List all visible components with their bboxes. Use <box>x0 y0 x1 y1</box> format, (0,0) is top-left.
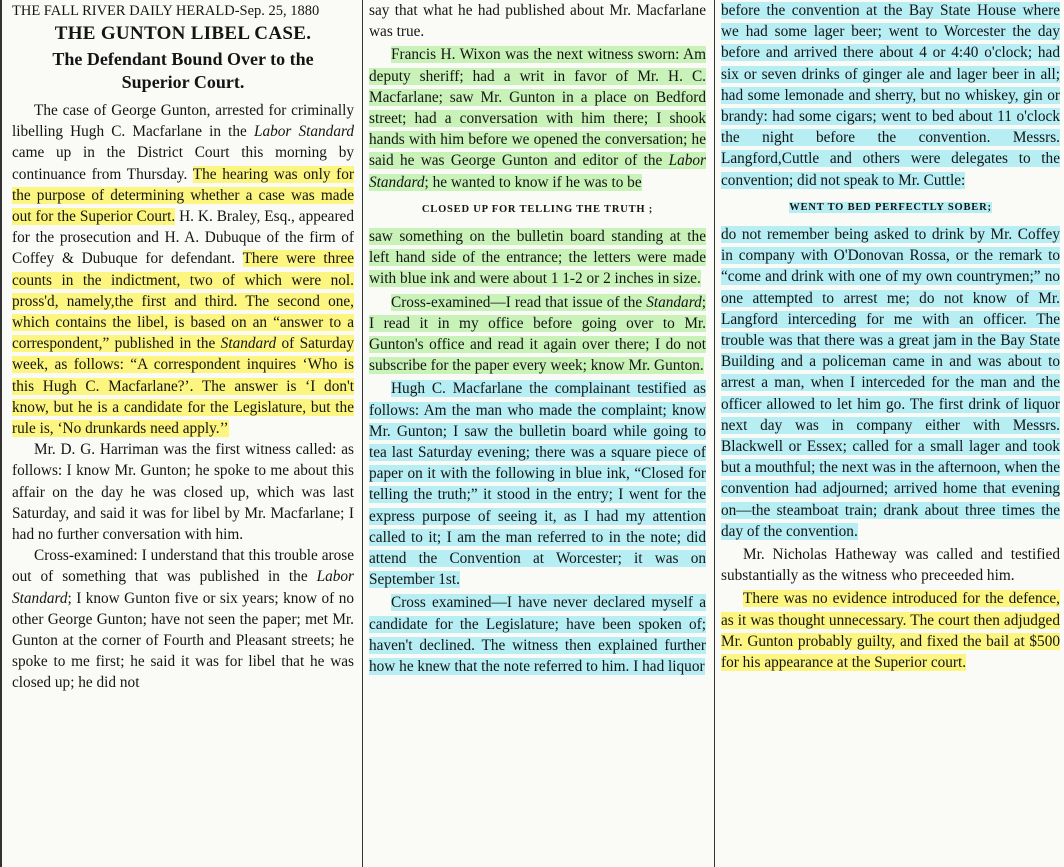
paragraph-continuation: say that what he had published about Mr. Macfarlane was true. <box>369 2 706 41</box>
text-run-italic: Labor Standard <box>369 152 706 191</box>
column-2 <box>362 0 714 867</box>
paragraph-cross-examined-macfarlane <box>369 592 706 677</box>
highlighted-text: saw something on the bulletin board standing at the left hand side of the entrance; the letters were made with blue ink and were about 1 1-2 or 2 inches in size. <box>369 228 706 288</box>
text-run: The case of George Gunton, arrested for criminally libelling Hugh C. Macfarlane in the <box>12 102 354 141</box>
text-run-italic: Labor Standard <box>12 568 354 607</box>
paragraph-macfarlane <box>369 378 706 590</box>
column-1 <box>0 0 360 867</box>
text-run: There were three counts in the indictment, two of which were nol. pross'd, namely,the first and third. The second one, which contains the libel, is based on an “answer to a correspondent,” published in the <box>12 250 354 353</box>
paragraph-wixon <box>369 44 706 192</box>
text-run-italic: Labor Standard <box>253 123 355 141</box>
paragraph-sober <box>721 224 1060 542</box>
highlighted-text <box>369 294 706 375</box>
highlighted-text: Cross examined—I have never declared myself a candidate for the Legislature; have been spoken of; haven't declined. The witness then explained further how he knew that the note referred to him. I had liquor <box>369 594 706 676</box>
paragraph-convention <box>721 0 1060 191</box>
paragraph-cross-examined-wixon <box>369 292 706 377</box>
text-run-italic: Standard <box>220 335 277 353</box>
text-run: ; he wanted to know if he was to be <box>424 173 642 191</box>
column-3 <box>714 0 1064 867</box>
subheadline: The Defendant Bound Over to the Superior Court. <box>52 49 314 92</box>
dateline: THE FALL RIVER DAILY HERALD-Sep. 25, 1880 <box>12 3 320 19</box>
highlighted-text: There was no evidence introduced for the defence, as it was thought unnecessary. The court then adjudged Mr. Gunton probably guilty, and fixed the bail at $500 for his appearance at the Superior court. <box>721 590 1060 672</box>
section-subheading <box>721 197 1060 218</box>
text-run: H. K. Braley, Esq., appeared for the prosecution and H. A. Dubuque of the firm of Coffey & Dubuque for defendant. <box>12 208 354 268</box>
paragraph-bulletin-board <box>369 226 706 290</box>
text-run: of Saturday week, as follows: “A correspondent inquires ‘Who is this Hugh C. Macfarlane?’. The answer is ‘I don't know, but he is a candidate for the Legislature, but the rule is, ‘No drunkards need apply.’’ <box>12 335 354 438</box>
paragraph-harriman: Mr. D. G. Harriman was the first witness called: as follows: I know Mr. Gunton; he spoke to me about this affair on the day he was closed up, which was last Saturday, and said it was for libel by Mr. Macfarlane; I had no further conversation with him. <box>12 441 354 544</box>
highlighted-text: before the convention at the Bay State House where we had some lager beer; went to Worcester the day before and arrived there about 4 or 4:40 o'clock; had six or seven drinks of ginger ale and lager beer in all; had some lemonade and sherry, but no whiskey, gin or brandy: had some cigars; went to bed about 11 o'clock the night before the convention. Messrs. Langford,Cuttle and others were delegates to the convention; did not speak to Mr. Cuttle: <box>721 2 1060 189</box>
highlighted-text <box>369 46 706 190</box>
text-run: Francis H. Wixon was the next witness sworn: Am deputy sheriff; had a writ in favor of Mr. H. C. Macfarlane; saw Mr. Gunton in a place on Bedford street; had a conversation with him there; I shook hands with him before we opened the conversation; he said he was George Gunton and editor of the <box>369 46 706 170</box>
highlighted-text: WENT TO BED PERFECTLY SOBER; <box>789 201 992 213</box>
paragraph-hatheway: Mr. Nicholas Hatheway was called and testified substantially as the witness who preceeded him. <box>721 546 1060 585</box>
text-run: Cross-examined—I read that issue of the <box>391 293 647 311</box>
text-run: came up in the District Court this morning by continuance from Thursday. <box>12 144 354 183</box>
headline: THE GUNTON LIBEL CASE. <box>54 23 312 44</box>
paragraph-verdict <box>721 588 1060 673</box>
text-run: ; I read it in my office before going over to Mr. Gunton's office and read it again over there; I do not subscribe for the paper every week; know Mr. Gunton. <box>369 293 706 375</box>
highlighted-text <box>12 250 354 437</box>
highlighted-text: Hugh C. Macfarlane the complainant testified as follows: Am the man who made the complaint; know Mr. Gunton; I saw the bulletin board while going to tea last Saturday evening; there was a square piece of paper on it with the following in blue ink, “Closed for telling the truth;” it stood in the entry; I went for the express purpose of seeing it, as I had my attention called to it; I am the man referred to in the note; did attend the Convention at Worcester; it was on September 1st. <box>369 380 706 589</box>
paragraph-cross-examined <box>12 545 354 693</box>
text-run: ; I know Gunton five or six years; know of no other George Gunton; have not seen the paper; met Mr. Gunton at the corner of Fourth and Pleasant streets; he spoke to me first; he said it was for libel that he was closed up; he did not <box>12 589 354 692</box>
paragraph-case-intro <box>12 100 354 439</box>
text-run-italic: Standard <box>646 293 702 311</box>
highlighted-text: do not remember being asked to drink by Mr. Coffey in company with O'Donovan Rossa, or the remark to “come and drink with one of my own countrymen;” no one attempted to arrest me; do not know of Mr. Langford interceding for me with an officer. The trouble was that there was a great jam in the Bay State Building and a policeman came in and was about to arrest a man, when I interceded for the man and the officer allowed to let him go. The first drink of liquor next day was in company either with Messrs. Blackwell or Essex; called for a small lager and took but a mouthful; the next was in the afternoon, when the convention had adjourned; arrived home that evening on—the steamboat train; drank about three times the day of the convention. <box>721 226 1060 540</box>
section-subheading: CLOSED UP FOR TELLING THE TRUTH ; <box>421 203 654 215</box>
highlighted-text: The hearing was only for the purpose of determining whether a case was made out for the Superior Court. <box>12 165 354 226</box>
text-run: Cross-examined: I understand that this trouble arose out of something that was published in the <box>12 547 354 586</box>
